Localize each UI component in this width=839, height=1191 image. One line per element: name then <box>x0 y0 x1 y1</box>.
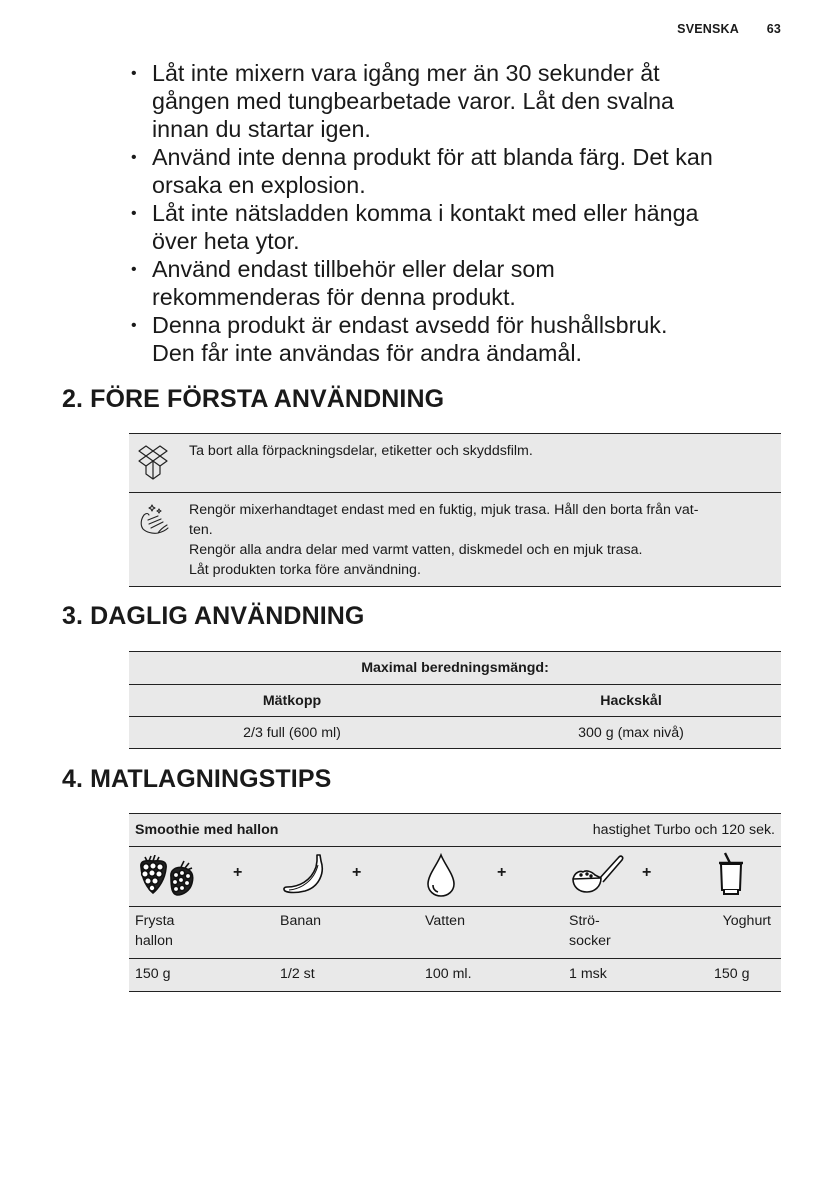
table-caption: Maximal beredningsmängd: <box>361 660 549 676</box>
instruction-text: Låt produkten torka före användning. <box>189 562 421 578</box>
box-unpack-icon <box>136 442 170 488</box>
table-caption-row <box>129 652 781 685</box>
page-number: 63 <box>766 22 781 36</box>
bullet-dot-icon: • <box>131 149 137 166</box>
column-header: Mätkopp <box>262 692 322 709</box>
table-cell: 2/3 full (600 ml) <box>243 724 341 741</box>
recipe-icon-row <box>129 846 781 906</box>
language-label: SVENSKA <box>677 22 739 36</box>
bullet-dot-icon: • <box>131 205 137 222</box>
recipe-table <box>129 813 781 992</box>
bullet-item: • Låt inte mixern vara igång mer än 30 sekunder åt gången med tungbearbetade varor. Låt den svalna innan du startar igen. <box>131 60 674 142</box>
bullet-item: • Låt inte nätsladden komma i kontakt med eller hänga över heta ytor. <box>131 200 699 254</box>
recipe-setting: hastighet Turbo och 120 sek. <box>592 822 775 838</box>
ingredient-name: Frysta hallon <box>135 913 175 949</box>
ingredient-amount-row <box>129 958 781 992</box>
column-header: Hackskål <box>600 692 662 709</box>
bullet-dot-icon: • <box>131 261 137 278</box>
section-title-before-first-use: 2. FÖRE FÖRSTA ANVÄNDNING <box>62 385 445 413</box>
page-header <box>677 22 781 36</box>
max-capacity-table <box>129 651 781 749</box>
plus-sign: + <box>233 864 243 881</box>
table-row <box>129 717 781 749</box>
instruction-text: Ta bort alla förpackningsdelar, etiketter och skyddsfilm. <box>189 443 533 459</box>
ingredient-name: Vatten <box>425 913 465 929</box>
ingredient-name-row <box>129 906 781 958</box>
yoghurt-cup-icon <box>717 851 745 903</box>
recipe-name: Smoothie med hallon <box>135 822 279 838</box>
before-first-use-box <box>129 433 781 587</box>
bullet-item: • Denna produkt är endast avsedd för hushållsbruk. Den får inte användas för andra ändamål. <box>131 312 668 366</box>
table-header-row <box>129 685 781 717</box>
bullet-dot-icon: • <box>131 65 137 82</box>
ingredient-amount: 1/2 st <box>280 966 315 982</box>
section-title-daily-use: 3. DAGLIG ANVÄNDNING <box>62 602 365 630</box>
ingredient-name: Yoghurt <box>722 913 771 929</box>
recipe-header-row <box>129 813 781 846</box>
plus-sign: + <box>642 864 652 881</box>
table-cell: 300 g (max nivå) <box>578 724 684 741</box>
plus-sign: + <box>352 864 362 881</box>
ingredient-name: Strö- socker <box>569 913 611 949</box>
banana-icon <box>281 853 327 901</box>
instruction-row <box>129 433 781 492</box>
bullet-item: • Använd inte denna produkt för att blanda färg. Det kan orsaka en explosion. <box>131 144 713 198</box>
hand-clean-icon <box>136 501 172 547</box>
instruction-row <box>129 492 781 587</box>
section-title-cooking-tips: 4. MATLAGNINGSTIPS <box>62 765 332 793</box>
ingredient-amount: 150 g <box>135 966 171 982</box>
instruction-text: Rengör mixerhandtaget endast med en fuktig, mjuk trasa. Håll den borta från vat- <box>189 502 699 518</box>
safety-bullet-list <box>128 59 808 367</box>
sugar-spoon-icon <box>569 851 625 901</box>
raspberries-icon <box>137 855 201 903</box>
instruction-text: Rengör alla andra delar med varmt vatten, diskmedel och en mjuk trasa. <box>189 542 643 558</box>
ingredient-name: Banan <box>280 913 322 929</box>
instruction-text: ten. <box>189 522 213 538</box>
ingredient-amount: 150 g <box>714 966 750 982</box>
bullet-dot-icon: • <box>131 317 137 334</box>
ingredient-amount: 100 ml. <box>425 966 472 982</box>
ingredient-amount: 1 msk <box>569 966 607 982</box>
water-drop-icon <box>425 853 457 903</box>
bullet-item: • Använd endast tillbehör eller delar som rekommenderas för denna produkt. <box>131 256 555 310</box>
plus-sign: + <box>497 864 507 881</box>
